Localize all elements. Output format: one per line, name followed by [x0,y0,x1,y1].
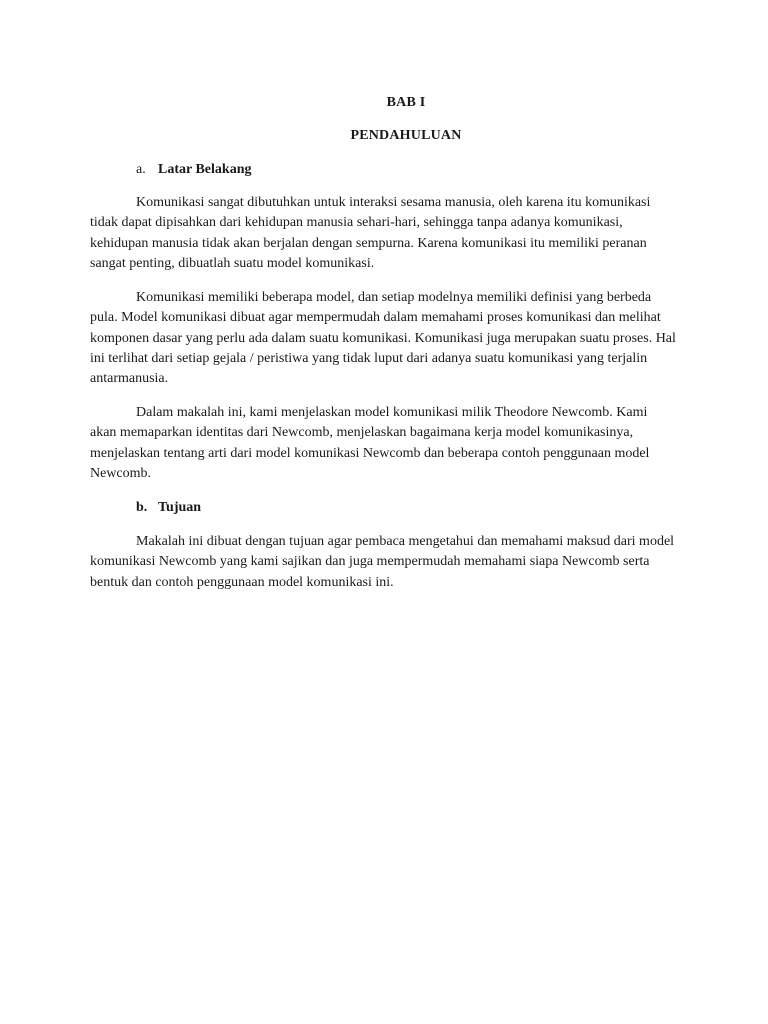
section-heading-tujuan [136,500,201,516]
paragraph: Dalam makalah ini, kami menjelaskan model komunikasi milik Theodore Newcomb. Kami akan memaparkan identitas dari Newcomb, menjelaskan bagaimana kerja model komunikasinya, menjelaskan tentang arti dari model komunikasi Newcomb dan beberapa contoh penggunaan model Newcomb. [90,405,650,481]
chapter-number: BAB I [386,95,426,110]
paragraph: Makalah ini dibuat dengan tujuan agar pembaca mengetahui dan memahami maksud dari model komunikasi Newcomb yang kami sajikan dan juga mempermudah memahami siapa Newcomb serta bentuk dan contoh penggunaan model komunikasi ini. [90,534,675,590]
section-heading-text: Latar Belakang [158,162,252,177]
section-heading-text: Tujuan [158,500,202,515]
section-marker: b. [136,500,148,515]
section-heading-latar-belakang [136,162,251,178]
chapter-title: PENDAHULUAN [350,128,462,143]
paragraph: Komunikasi sangat dibutuhkan untuk interaksi sesama manusia, oleh karena itu komunikasi tidak dapat dipisahkan dari kehidupan manusia sehari-hari, sehingga tanpa adanya komunikasi, kehidupan manusia tidak akan berjalan dengan sempurna. Karena komunikasi itu memiliki peranan sangat penting, dibuatlah suatu model komunikasi. [90,195,651,271]
section-marker: a. [136,162,146,177]
paragraph: Komunikasi memiliki beberapa model, dan setiap modelnya memiliki definisi yang berbeda pula. Model komunikasi dibuat agar mempermudah dalam memahami proses komunikasi dan melihat komponen dasar yang perlu ada dalam suatu komunikasi. Komunikasi juga merupakan suatu proses. Hal ini terlihat dari setiap gejala / peristiwa yang tidak luput dari adanya suatu komunikasi yang terjalin antarmanusia. [90,290,676,387]
